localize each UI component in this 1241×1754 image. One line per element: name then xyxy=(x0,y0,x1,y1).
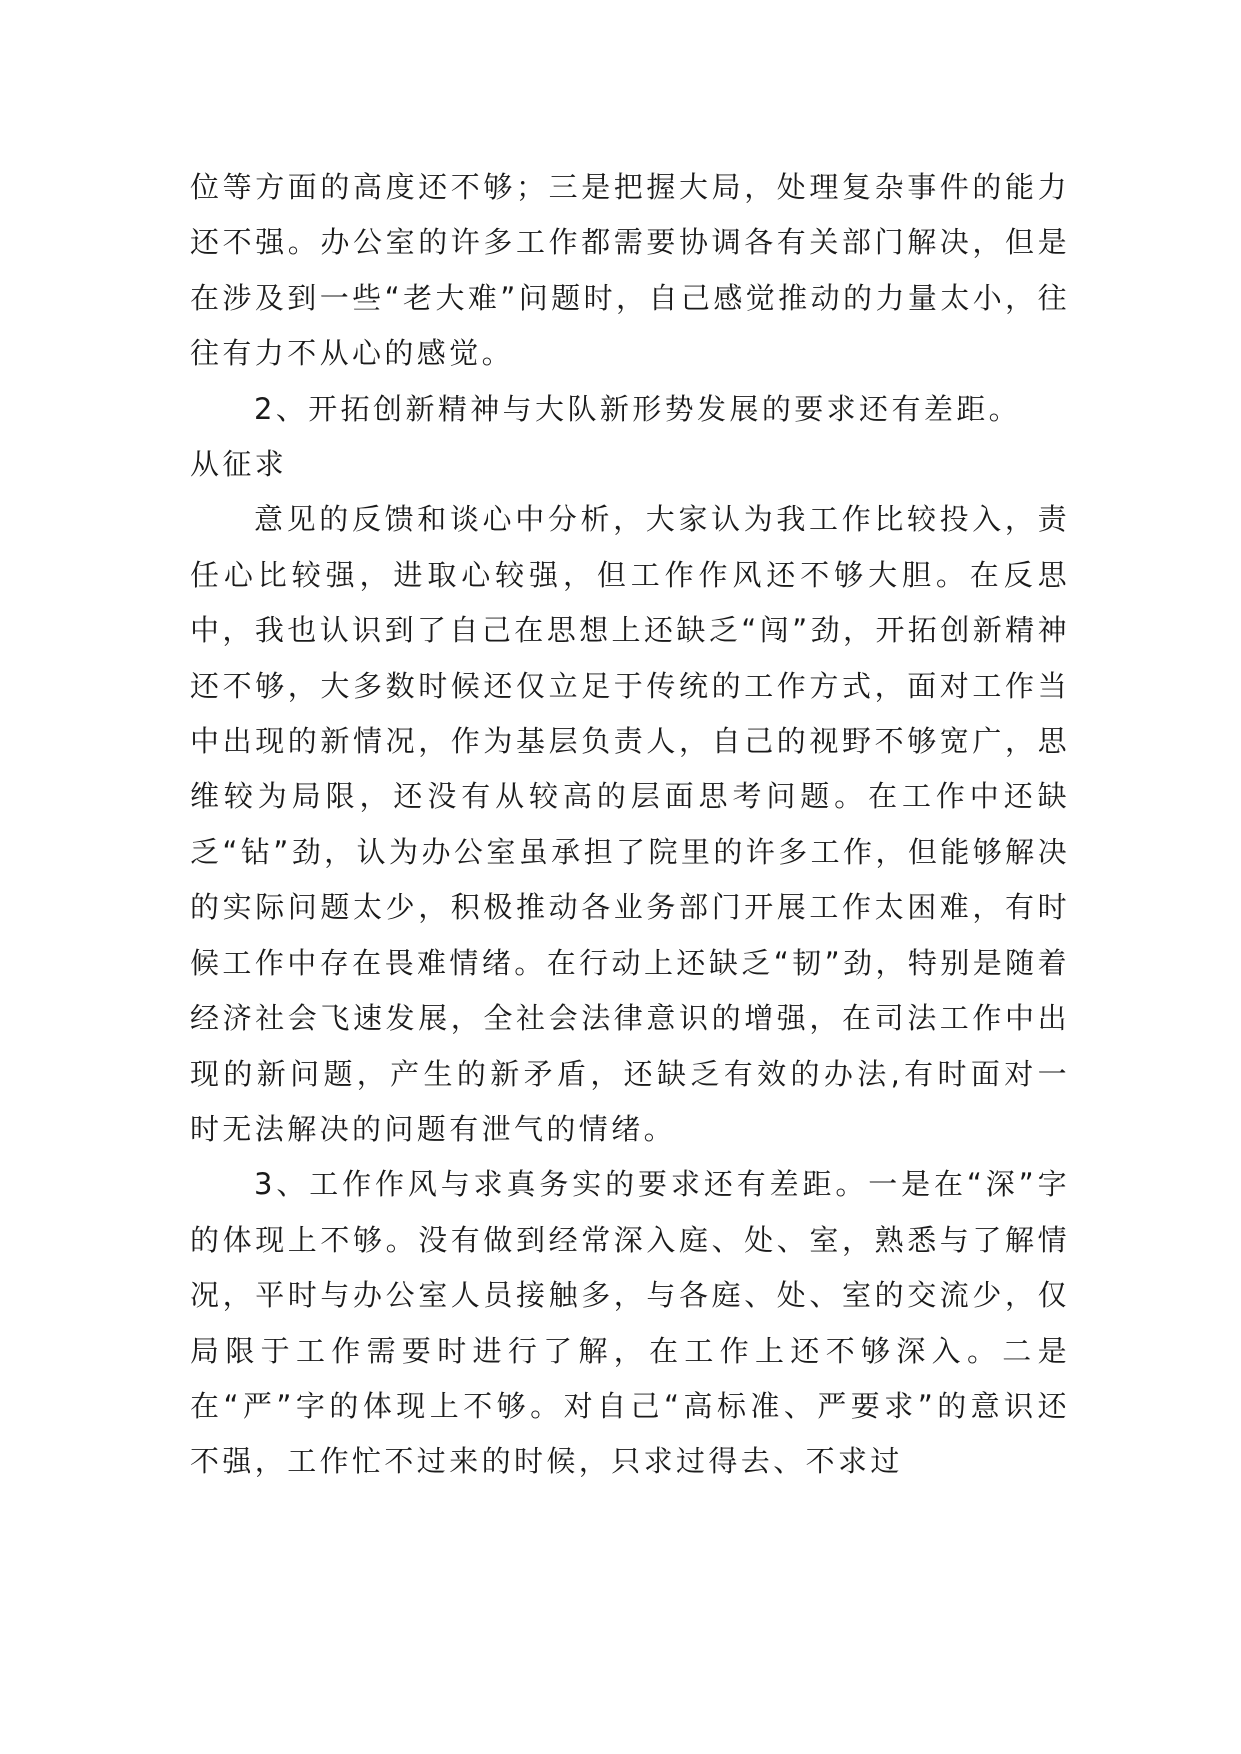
document-body xyxy=(190,160,1070,1490)
paragraph-5: 3、工作作风与求真务实的要求还有差距。一是在“深”字的体现上不够。没有做到经常深入庭、处、室，熟悉与了解情况，平时与办公室人员接触多，与各庭、处、室的交流少，仅局限于工作需要时进行了解，在工作上还不够深入。二是在“严”字的体现上不够。对自己“高标准、严要求”的意识还不强，工作忙不过来的时候，只求过得去、不求过 xyxy=(190,1167,1070,1479)
paragraph-2-heading: 2、开拓创新精神与大队新形势发展的要求还有差距。 xyxy=(254,391,1022,426)
paragraph-4: 意见的反馈和谈心中分析，大家认为我工作比较投入，责任心比较强，进取心较强，但工作作风还不够大胆。在反思中，我也认识到了自己在思想上还缺乏“闯”劲，开拓创新精神还不够，大多数时候还仅立足于传统的工作方式，面对工作当中出现的新情况，作为基层负责人，自己的视野不够宽广，思维较为局限，还没有从较高的层面思考问题。在工作中还缺乏“钻”劲，认为办公室虽承担了院里的许多工作，但能够解决的实际问题太少，积极推动各业务部门开展工作太困难，有时候工作中存在畏难情绪。在行动上还缺乏“韧”劲，特别是随着经济社会飞速发展，全社会法律意识的增强，在司法工作中出现的新问题，产生的新矛盾，还缺乏有效的办法,有时面对一时无法解决的问题有泄气的情绪。 xyxy=(190,502,1070,1146)
paragraph-3-fragment: 从征求 xyxy=(190,447,288,482)
paragraph-1: 位等方面的高度还不够；三是把握大局，处理复杂事件的能力还不强。办公室的许多工作都需要协调各有关部门解决，但是在涉及到一些“老大难”问题时，自己感觉推动的力量太小，往往有力不从心的感觉。 xyxy=(190,170,1070,371)
